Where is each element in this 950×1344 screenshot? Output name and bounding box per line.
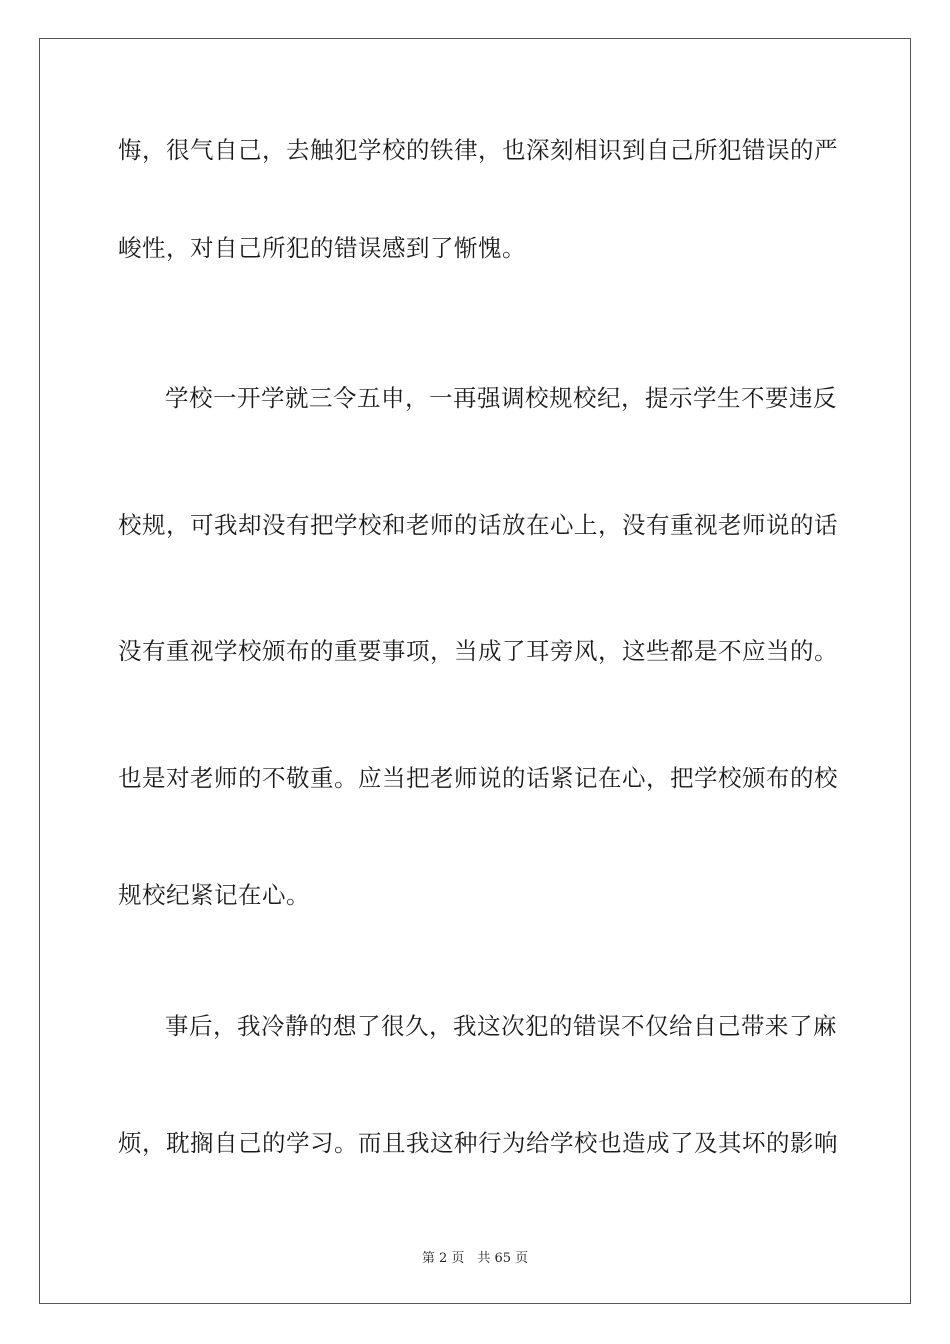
page-border <box>39 38 911 1304</box>
body-text-line: 峻性，对自己所犯的错误感到了惭愧。 <box>118 234 526 262</box>
body-text-line: 也是对老师的不敬重。应当把老师说的话紧记在心，把学校颁布的校 <box>118 764 838 792</box>
page-number-footer: 第 2 页 共 65 页 <box>421 1251 529 1266</box>
paragraph-start-line: 事后，我冷静的想了很久，我这次犯的错误不仅给自己带来了麻 <box>165 1012 837 1040</box>
body-text-line: 没有重视学校颁布的重要事项，当成了耳旁风，这些都是不应当的。 <box>118 637 838 665</box>
body-text-line: 规校纪紧记在心。 <box>118 881 310 909</box>
body-text-line: 校规，可我却没有把学校和老师的话放在心上，没有重视老师说的话 <box>118 511 838 539</box>
body-text-line: 烦，耽搁自己的学习。而且我这种行为给学校也造成了及其坏的影响 <box>118 1129 838 1157</box>
paragraph-start-line: 学校一开学就三令五申，一再强调校规校纪，提示学生不要违反 <box>165 384 837 412</box>
body-text-line: 悔，很气自己，去触犯学校的铁律，也深刻相识到自己所犯错误的严 <box>118 136 838 164</box>
